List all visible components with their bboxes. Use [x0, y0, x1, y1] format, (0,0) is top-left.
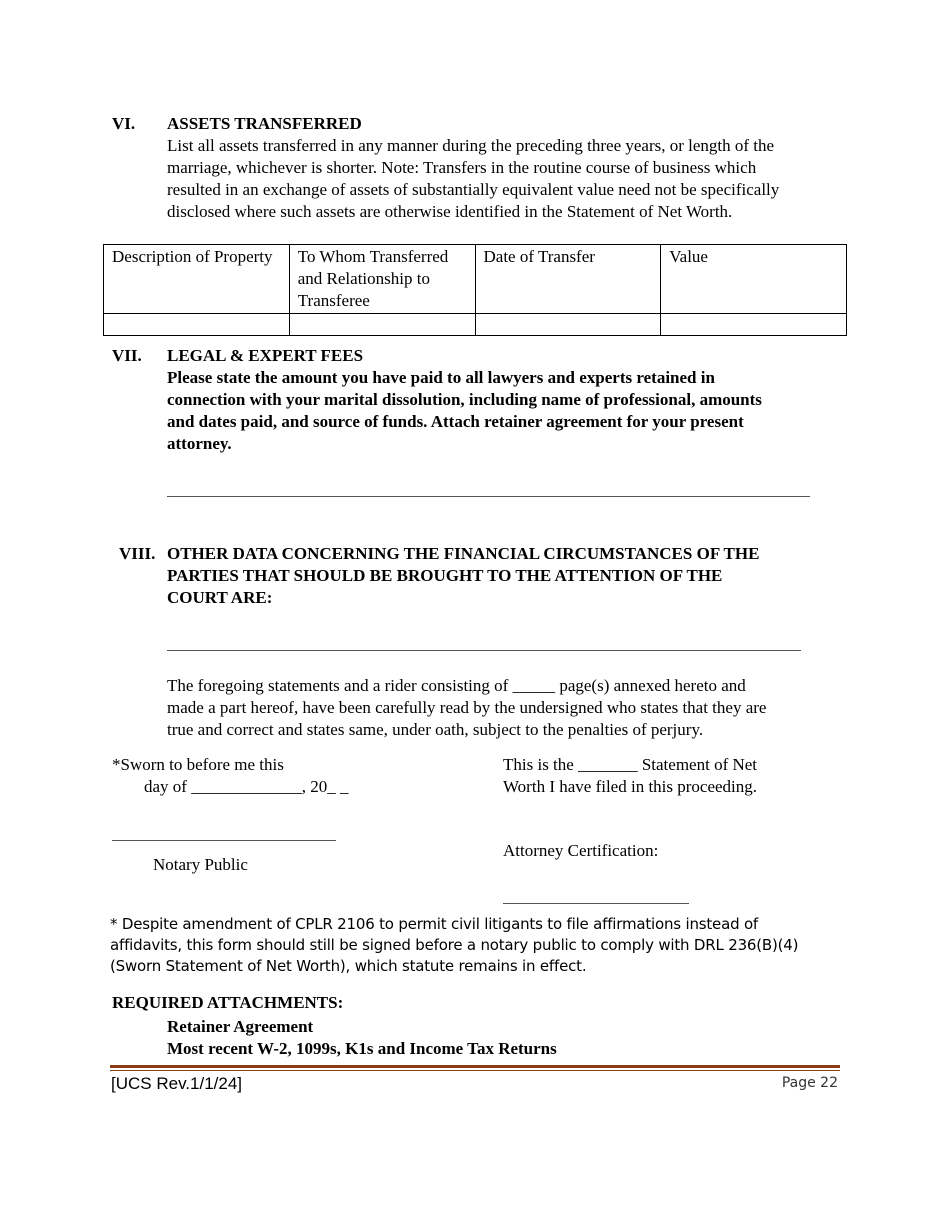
- required-attachments-heading: REQUIRED ATTACHMENTS:: [112, 993, 344, 1012]
- footnote: [110, 914, 850, 977]
- footnote-line: * Despite amendment of CPLR 2106 to permit civil litigants to file affirmations instead of: [110, 915, 759, 933]
- table-cell-value[interactable]: [661, 314, 847, 336]
- attorney-certification-label: Attorney Certification:: [503, 841, 659, 860]
- section-vi-text: [167, 135, 867, 223]
- table-header-row: [104, 245, 847, 314]
- section-vii-title: LEGAL & EXPERT FEES: [167, 346, 364, 365]
- notary-public-label: Notary Public: [153, 855, 248, 874]
- statement-line-2: Worth I have filed in this proceeding.: [503, 777, 758, 796]
- section-viii-title-line: OTHER DATA CONCERNING THE FINANCIAL CIRCUMSTANCES OF THE: [167, 544, 760, 563]
- sworn-line-2: day of _____________, 20_ _: [144, 777, 349, 796]
- section-vii-text-line: connection with your marital dissolution, including name of professional, amounts: [167, 390, 762, 409]
- attestation-line: true and correct and states same, under oath, subject to the penalties of perjury.: [167, 720, 704, 739]
- section-vi-text-line: marriage, whichever is shorter. Note: Transfers in the routine course of business which: [167, 158, 757, 177]
- section-vi-text-line: disclosed where such assets are otherwise identified in the Statement of Net Worth.: [167, 202, 733, 221]
- attachment-item: Most recent W-2, 1099s, K1s and Income Tax Returns: [167, 1039, 557, 1058]
- section-viii-title-line: PARTIES THAT SHOULD BE BROUGHT TO THE ATTENTION OF THE: [167, 566, 723, 585]
- attestation-line: The foregoing statements and a rider consisting of _____ page(s) annexed hereto and: [167, 676, 746, 695]
- section-vii-text: [167, 367, 867, 455]
- table-cell-description[interactable]: [104, 314, 290, 336]
- footer-page-number: Page 22: [781, 1075, 838, 1091]
- attestation-line: made a part hereof, have been carefully read by the undersigned who states that they are: [167, 698, 767, 717]
- section-vi-text-line: List all assets transferred in any manner during the preceding three years, or length of the: [167, 136, 775, 155]
- column-header-date: Date of Transfer: [475, 245, 661, 314]
- section-vi-number: VI.: [112, 114, 136, 133]
- section-viii-title: [167, 543, 867, 609]
- section-vi-text-line: resulted in an exchange of assets of substantially equivalent value need not be specifically: [167, 180, 780, 199]
- attorney-signature-line[interactable]: [503, 903, 689, 904]
- statement-line-1: This is the _______ Statement of Net: [503, 755, 758, 774]
- assets-transferred-table: [103, 244, 847, 336]
- notary-signature-line[interactable]: [112, 840, 336, 841]
- table-row: [104, 314, 847, 336]
- section-viii-number: VIII.: [119, 544, 156, 563]
- attachment-item: Retainer Agreement: [167, 1017, 314, 1036]
- section-viii-title-line: COURT ARE:: [167, 588, 273, 607]
- attestation-text: [167, 675, 867, 741]
- column-header-to-whom: To Whom Transferred and Relationship to Transferee: [289, 245, 475, 314]
- footer-revision: [UCS Rev.1/1/24]: [111, 1074, 243, 1093]
- section-vii-text-line: and dates paid, and source of funds. Attach retainer agreement for your present: [167, 412, 744, 431]
- footnote-line: affidavits, this form should still be signed before a notary public to comply with DRL 236(B)(4): [110, 936, 799, 954]
- sworn-line-1: *Sworn to before me this: [112, 755, 284, 774]
- legal-fees-answer-line[interactable]: [167, 496, 810, 497]
- table-cell-date[interactable]: [475, 314, 661, 336]
- table-cell-to-whom[interactable]: [289, 314, 475, 336]
- footer-divider: [110, 1065, 840, 1068]
- footnote-line: (Sworn Statement of Net Worth), which statute remains in effect.: [110, 957, 587, 975]
- section-vii-text-line: attorney.: [167, 434, 232, 453]
- footer-divider-thin: [110, 1070, 840, 1071]
- section-vii-text-line: Please state the amount you have paid to all lawyers and experts retained in: [167, 368, 715, 387]
- section-vii-number: VII.: [112, 346, 142, 365]
- other-data-answer-line[interactable]: [167, 650, 801, 651]
- column-header-description: Description of Property: [104, 245, 290, 314]
- column-header-value: Value: [661, 245, 847, 314]
- section-vi-title: ASSETS TRANSFERRED: [167, 114, 362, 133]
